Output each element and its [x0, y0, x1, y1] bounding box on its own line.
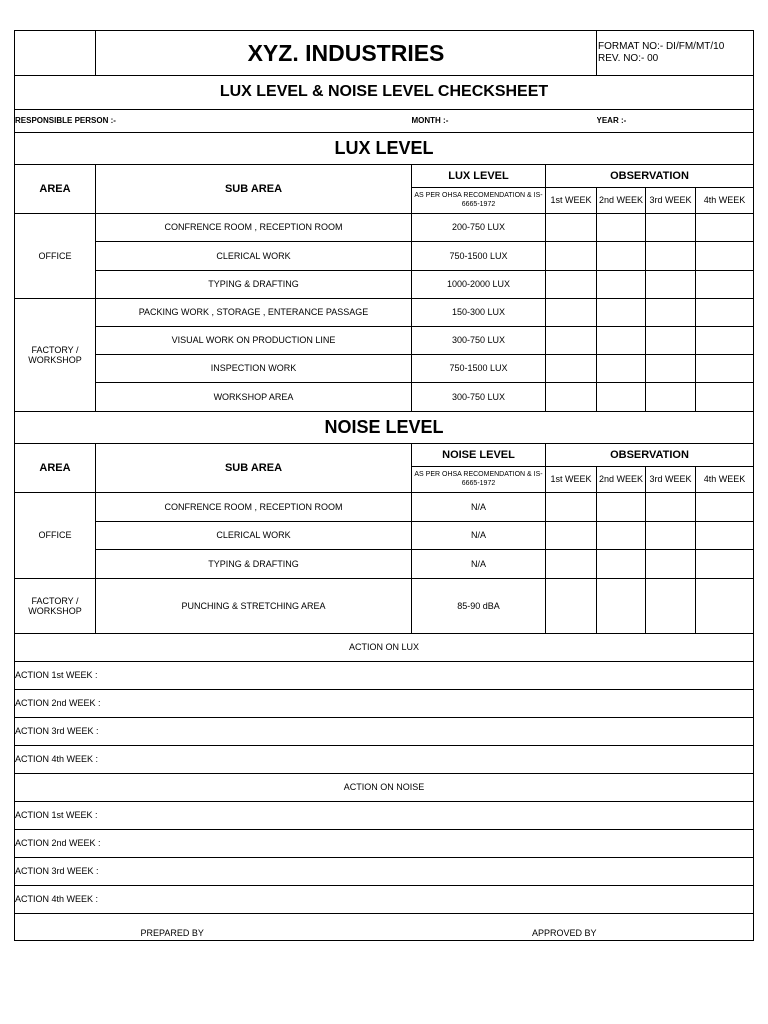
noise-observation-cell[interactable]	[696, 522, 754, 550]
noise-observation-cell[interactable]	[646, 493, 696, 522]
lux-level-value: 150-300 LUX	[412, 299, 546, 327]
table-row	[15, 830, 754, 858]
lux-sub-area: VISUAL WORK ON PRODUCTION LINE	[96, 327, 412, 355]
noise-sub-area: CONFRENCE ROOM , RECEPTION ROOM	[96, 493, 412, 522]
noise-col-area: AREA	[15, 444, 96, 493]
lux-observation-cell[interactable]	[597, 355, 646, 383]
noise-observation-cell[interactable]	[546, 522, 597, 550]
action-on-noise-week-1[interactable]: ACTION 1st WEEK :	[15, 802, 754, 830]
noise-section-title: NOISE LEVEL	[15, 412, 754, 444]
noise-observation-cell[interactable]	[696, 493, 754, 522]
action-on-noise-week-3[interactable]: ACTION 3rd WEEK :	[15, 858, 754, 886]
lux-level-value: 200-750 LUX	[412, 214, 546, 242]
noise-area-1: FACTORY / WORKSHOP	[15, 579, 96, 634]
rev-no: REV. NO:- 00	[598, 53, 659, 64]
noise-level-value: 85-90 dBA	[412, 579, 546, 634]
logo-box	[15, 31, 96, 76]
prepared-by-label: PREPARED BY	[136, 914, 412, 941]
table-row	[15, 579, 754, 634]
lux-sub-area: CLERICAL WORK	[96, 242, 412, 271]
table-row	[15, 886, 754, 914]
lux-observation-cell[interactable]	[597, 271, 646, 299]
responsible-person-label: RESPONSIBLE PERSON :-	[15, 110, 412, 133]
lux-observation-cell[interactable]	[696, 242, 754, 271]
table-row	[15, 214, 754, 242]
table-row	[15, 327, 754, 355]
noise-area-0: OFFICE	[15, 493, 96, 579]
month-label: MONTH :-	[412, 110, 597, 133]
lux-observation-cell[interactable]	[696, 355, 754, 383]
action-on-lux-week-3[interactable]: ACTION 3rd WEEK :	[15, 718, 754, 746]
noise-observation-cell[interactable]	[646, 522, 696, 550]
lux-observation-cell[interactable]	[696, 299, 754, 327]
lux-sub-area: PACKING WORK , STORAGE , ENTERANCE PASSAGE	[96, 299, 412, 327]
noise-observation-cell[interactable]	[597, 493, 646, 522]
noise-week-header: 2nd WEEK	[597, 467, 646, 493]
lux-observation-cell[interactable]	[597, 383, 646, 412]
table-row	[15, 802, 754, 830]
table-row	[15, 522, 754, 550]
table-row	[15, 718, 754, 746]
lux-level-value: 300-750 LUX	[412, 383, 546, 412]
lux-observation-cell[interactable]	[546, 214, 597, 242]
lux-observation-cell[interactable]	[546, 383, 597, 412]
format-info	[597, 31, 754, 76]
lux-week-header: 4th WEEK	[696, 188, 754, 214]
lux-observation-cell[interactable]	[646, 214, 696, 242]
checksheet-table	[14, 30, 754, 941]
action-on-noise-week-4[interactable]: ACTION 4th WEEK :	[15, 886, 754, 914]
noise-observation-cell[interactable]	[546, 579, 597, 634]
noise-col-sub-area: SUB AREA	[96, 444, 412, 493]
lux-col-sub-area: SUB AREA	[96, 165, 412, 214]
table-row	[15, 550, 754, 579]
format-no: FORMAT NO:- DI/FM/MT/10	[598, 41, 725, 52]
noise-observation-cell[interactable]	[646, 550, 696, 579]
lux-col-level-note: AS PER OHSA RECOMENDATION & IS-6665-1972	[412, 188, 546, 214]
lux-observation-cell[interactable]	[696, 327, 754, 355]
checksheet	[14, 30, 753, 941]
action-on-lux-title: ACTION ON LUX	[15, 634, 754, 662]
lux-level-value: 1000-2000 LUX	[412, 271, 546, 299]
lux-observation-cell[interactable]	[597, 299, 646, 327]
noise-week-header: 4th WEEK	[696, 467, 754, 493]
noise-col-observation: OBSERVATION	[546, 444, 754, 467]
lux-level-value: 750-1500 LUX	[412, 355, 546, 383]
lux-observation-cell[interactable]	[597, 242, 646, 271]
lux-observation-cell[interactable]	[597, 327, 646, 355]
year-label: YEAR :-	[597, 110, 754, 133]
noise-observation-cell[interactable]	[597, 550, 646, 579]
lux-col-level: LUX LEVEL	[412, 165, 546, 188]
noise-level-value: N/A	[412, 550, 546, 579]
action-on-noise-title: ACTION ON NOISE	[15, 774, 754, 802]
action-on-noise-week-2[interactable]: ACTION 2nd WEEK :	[15, 830, 754, 858]
table-row	[15, 858, 754, 886]
noise-level-value: N/A	[412, 522, 546, 550]
noise-week-header: 3rd WEEK	[646, 467, 696, 493]
lux-observation-cell[interactable]	[646, 299, 696, 327]
lux-level-value: 300-750 LUX	[412, 327, 546, 355]
lux-week-header: 1st WEEK	[546, 188, 597, 214]
company-name: XYZ. INDUSTRIES	[96, 31, 597, 76]
noise-sub-area: CLERICAL WORK	[96, 522, 412, 550]
lux-sub-area: TYPING & DRAFTING	[96, 271, 412, 299]
noise-observation-cell[interactable]	[696, 579, 754, 634]
lux-observation-cell[interactable]	[597, 214, 646, 242]
lux-area-0: OFFICE	[15, 214, 96, 299]
lux-week-header: 3rd WEEK	[646, 188, 696, 214]
lux-col-observation: OBSERVATION	[546, 165, 754, 188]
noise-observation-cell[interactable]	[546, 493, 597, 522]
table-row	[15, 299, 754, 327]
noise-col-level-note: AS PER OHSA RECOMENDATION & IS-6665-1972	[412, 467, 546, 493]
lux-observation-cell[interactable]	[646, 242, 696, 271]
lux-observation-cell[interactable]	[546, 242, 597, 271]
lux-observation-cell[interactable]	[546, 355, 597, 383]
approved-by-label: APPROVED BY	[412, 914, 597, 941]
lux-observation-cell[interactable]	[646, 383, 696, 412]
lux-observation-cell[interactable]	[646, 327, 696, 355]
noise-observation-cell[interactable]	[597, 579, 646, 634]
table-row	[15, 690, 754, 718]
noise-observation-cell[interactable]	[646, 579, 696, 634]
lux-section-title: LUX LEVEL	[15, 133, 754, 165]
table-row	[15, 271, 754, 299]
table-row	[15, 493, 754, 522]
table-row	[15, 355, 754, 383]
lux-area-1: FACTORY / WORKSHOP	[15, 299, 96, 412]
table-row	[15, 662, 754, 690]
lux-observation-cell[interactable]	[696, 383, 754, 412]
action-on-lux-week-4[interactable]: ACTION 4th WEEK :	[15, 746, 754, 774]
lux-observation-cell[interactable]	[546, 299, 597, 327]
lux-week-header: 2nd WEEK	[597, 188, 646, 214]
sheet-title: LUX LEVEL & NOISE LEVEL CHECKSHEET	[15, 76, 754, 110]
lux-col-area: AREA	[15, 165, 96, 214]
noise-col-level: NOISE LEVEL	[412, 444, 546, 467]
table-row	[15, 746, 754, 774]
lux-sub-area: WORKSHOP AREA	[96, 383, 412, 412]
lux-sub-area: CONFRENCE ROOM , RECEPTION ROOM	[96, 214, 412, 242]
lux-observation-cell[interactable]	[646, 271, 696, 299]
noise-observation-cell[interactable]	[597, 522, 646, 550]
action-on-lux-week-1[interactable]: ACTION 1st WEEK :	[15, 662, 754, 690]
action-on-lux-week-2[interactable]: ACTION 2nd WEEK :	[15, 690, 754, 718]
lux-observation-cell[interactable]	[546, 271, 597, 299]
noise-sub-area: PUNCHING & STRETCHING AREA	[96, 579, 412, 634]
noise-week-header: 1st WEEK	[546, 467, 597, 493]
lux-sub-area: INSPECTION WORK	[96, 355, 412, 383]
noise-observation-cell[interactable]	[546, 550, 597, 579]
noise-sub-area: TYPING & DRAFTING	[96, 550, 412, 579]
table-row	[15, 383, 754, 412]
lux-observation-cell[interactable]	[696, 214, 754, 242]
lux-level-value: 750-1500 LUX	[412, 242, 546, 271]
lux-observation-cell[interactable]	[646, 355, 696, 383]
lux-observation-cell[interactable]	[696, 271, 754, 299]
lux-observation-cell[interactable]	[546, 327, 597, 355]
table-row	[15, 242, 754, 271]
noise-level-value: N/A	[412, 493, 546, 522]
noise-observation-cell[interactable]	[696, 550, 754, 579]
